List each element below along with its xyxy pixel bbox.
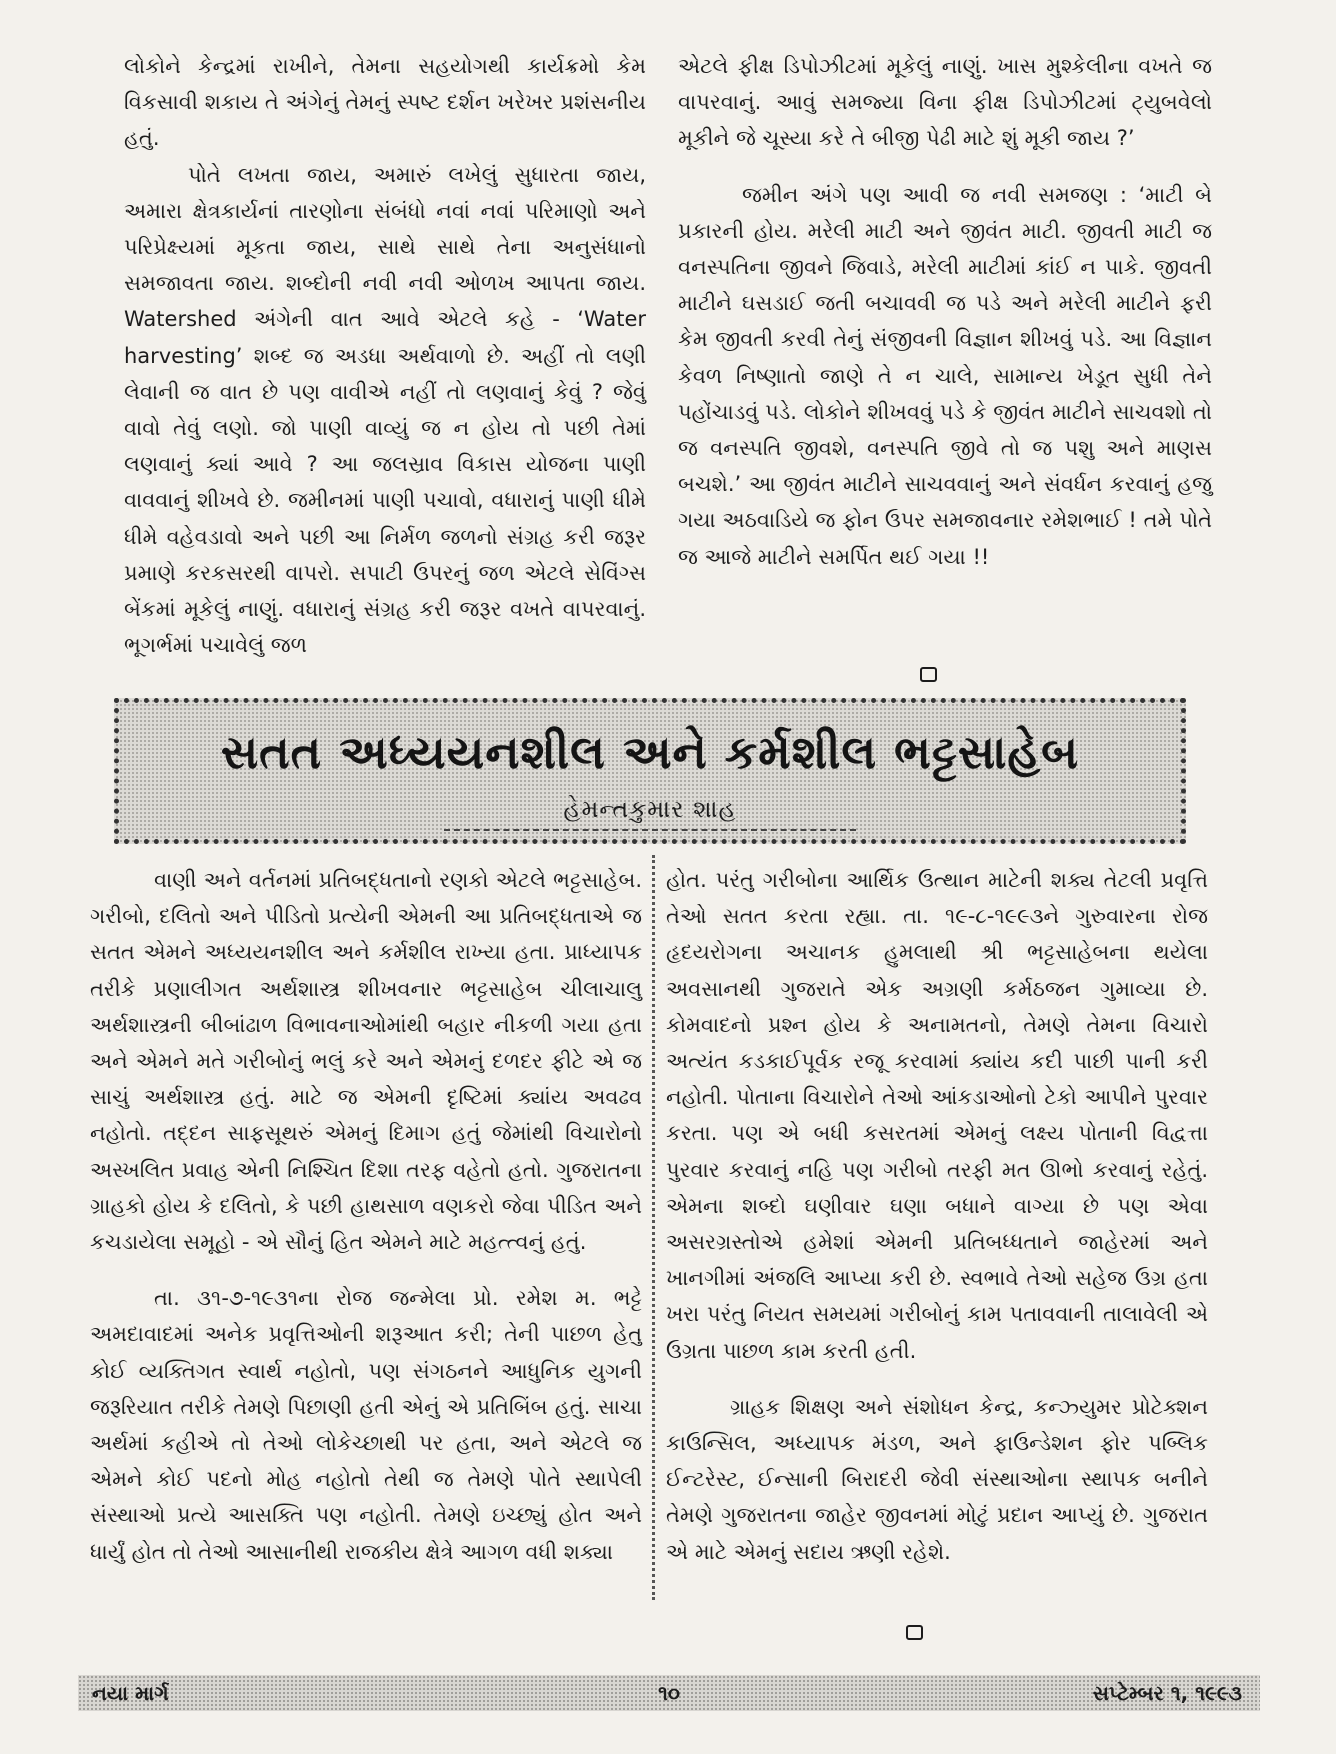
magazine-name: નયા માર્ગ <box>92 1681 169 1705</box>
article-banner <box>114 698 1186 844</box>
article-author: હેમન્તકુમાર શાહ <box>563 795 737 823</box>
paragraph: પોતે લખતા જાય, અમારું લખેલું સુધારતા જાય, અમારા ક્ષેત્રકાર્યનાં તારણોના સંબંધો નવાં નવાં પરિમાણો અને પરિપ્રેક્ષ્યમાં મૂકતા જાય, સાથે સાથે તેના અનુસંધાનો સમજાવતા જાય. શબ્દોની નવી નવી ઓળખ આપતા જાય. Watershed અંગેની વાત આવે એટલે કહે - ‘Water harvesting’ શબ્દ જ અડધા અર્થવાળો છે. અહીં તો લણી લેવાની જ વાત છે પણ વાવીએ નહીં તો લણવાનું કેવું ? જેવું વાવો તેવું લણો. જો પાણી વાવ્યું જ ન હોય તો પછી તેમાં લણવાનું ક્યાં આવે ? આ જલસ્રાવ વિકાસ યોજના પાણી વાવવાનું શીખવે છે. જમીનમાં પાણી પચાવો, વધારાનું પાણી ધીમે ધીમે વહેવડાવો અને પછી આ નિર્મળ જળનો સંગ્રહ કરી જરૂર પ્રમાણે કરકસરથી વાપરો. સપાટી ઉપરનું જળ એટલે સેવિંગ્સ બેંકમાં મૂકેલું નાણું. વધારાનું સંગ્રહ કરી જરૂર વખતે વાપરવાનું. ભૂગર્ભમાં પચાવેલું જળ <box>124 162 646 658</box>
page-footer <box>78 1675 1260 1711</box>
paragraph: વાણી અને વર્તનમાં પ્રતિબદ્ધતાનો રણકો એટલે ભટ્ટસાહેબ. ગરીબો, દલિતો અને પીડિતો પ્રત્યેની એમની આ પ્રતિબદ્ધતાએ જ સતત એમને અધ્યયનશીલ અને કર્મશીલ રાખ્યા હતા. પ્રાધ્યાપક તરીકે પ્રણાલીગત અર્થશાસ્ત્ર શીખવનાર ભટ્ટસાહેબ ચીલાચાલુ અર્થશાસ્ત્રની બીબાંઢાળ વિભાવનાઓમાંથી બહાર નીકળી ગયા હતા અને એમને મતે ગરીબોનું ભલું કરે અને એમનું દળદર ફીટે એ જ સાચું અર્થશાસ્ત્ર હતું. માટે જ એમની દૃષ્ટિમાં ક્યાંય અવઢવ નહોતો. તદ્દન સાફસૂથરું એમનું દિમાગ હતું જેમાંથી વિચારોનો અસ્ખલિત પ્રવાહ એની નિશ્ચિત દિશા તરફ વહેતો હતો. ગુજરાતના ગ્રાહકો હોય કે દલિતો, કે પછી હાથસાળ વણકરો જેવા પીડિત અને કચડાયેલા સમૂહો - એ સૌનું હિત એમને માટે મહત્ત્વનું હતું. <box>90 868 642 1255</box>
top-right-column <box>678 48 1212 575</box>
paragraph: જમીન અંગે પણ આવી જ નવી સમજણ : ‘માટી બે પ્રકારની હોય. મરેલી માટી અને જીવંત માટી. જીવતી માટી જ વનસ્પતિના જીવને જિવાડે, મરેલી માટીમાં કાંઈ ન પાકે. જીવતી માટીને ઘસડાઈ જતી બચાવવી જ પડે અને મરેલી માટીને ફરી કેમ જીવતી કરવી તેનું સંજીવની વિજ્ઞાન શીખવું પડે. આ વિજ્ઞાન કેવળ નિષ્ણાતો જાણે તે ન ચાલે, સામાન્ય ખેડૂત સુધી તેને પહોંચાડવું પડે. લોકોને શીખવવું પડે કે જીવંત માટીને સાચવશો તો જ વનસ્પતિ જીવશે, વનસ્પતિ જીવે તો જ પશુ અને માણસ બચશે.’ આ જીવંત માટીને સાચવવાનું અને સંવર્ધન કરવાનું હજુ ગયા અઠવાડિયે જ ફોન ઉપર સમજાવનાર રમેશભાઈ ! તમે પોતે જ આજે માટીને સમર્પિત થઈ ગયા !! <box>678 182 1212 569</box>
paragraph: તા. ૩૧-૭-૧૯૩૧ના રોજ જન્મેલા પ્રો. રમેશ મ. ભટ્ટે અમદાવાદમાં અનેક પ્રવૃત્તિઓની શરૂઆત કરી; તેની પાછળ હેતુ કોઈ વ્યક્તિગત સ્વાર્થ નહોતો, પણ સંગઠનને આધુનિક યુગની જરૂરિયાત તરીકે તેમણે પિછાણી હતી એનું એ પ્રતિબિંબ હતું. સાચા અર્થમાં કહીએ તો તેઓ લોકેચ્છાથી પર હતા, અને એટલે જ એમને કોઈ પદનો મોહ નહોતો તેથી જ તેમણે પોતે સ્થાપેલી સંસ્થાઓ પ્રત્યે આસક્તિ પણ નહોતી. તેમણે ઇચ્છ્યું હોત અને ધાર્યું હોત તો તેઓ આસાનીથી રાજકીય ક્ષેત્રે આગળ વધી શક્યા <box>90 1286 642 1564</box>
paragraph: ગ્રાહક શિક્ષણ અને સંશોધન કેન્દ્ર, કન્ઝ્યુમર પ્રોટેક્શન કાઉન્સિલ, અધ્યાપક મંડળ, અને ફાઉન્ડેશન ફોર પબ્લિક ઈન્ટરેસ્ટ, ઈન્સાની બિરાદરી જેવી સંસ્થાઓના સ્થાપક બનીને તેમણે ગુજરાતના જાહેર જીવનમાં મોટું પ્રદાન આપ્યું છે. ગુજરાત એ માટે એમનું સદાય ઋણી રહેશે. <box>666 1394 1208 1564</box>
paragraph: હોત. પરંતુ ગરીબોના આર્થિક ઉત્થાન માટેની શક્ય તેટલી પ્રવૃત્તિ તેઓ સતત કરતા રહ્યા. તા. ૧૯-૮-૧૯૯૩ને ગુરુવારના રોજ હૃદયરોગના અચાનક હુમલાથી શ્રી ભટ્ટસાહેબના થયેલા અવસાનથી ગુજરાતે એક અગ્રણી કર્મઠજન ગુમાવ્યા છે. કોમવાદનો પ્રશ્ન હોય કે અનામતનો, તેમણે તેમના વિચારો અત્યંત કડકાઈપૂર્વક રજૂ કરવામાં ક્યાંય કદી પાછી પાની કરી નહોતી. પોતાના વિચારોને તેઓ આંકડાઓનો ટેકો આપીને પુરવાર કરતા. પણ એ બધી કસરતમાં એમનું લક્ષ્ય પોતાની વિદ્વત્તા પુરવાર કરવાનું નહિ પણ ગરીબો તરફી મત ઊભો કરવાનું રહેતું. એમના શબ્દો ઘણીવાર ઘણા બધાને વાગ્યા છે પણ એવા અસરગ્રસ્તોએ હમેશાં એમની પ્રતિબધ્ધતાને જાહેરમાં અને ખાનગીમાં અંજલિ આપ્યા કરી છે. સ્વભાવે તેઓ સહેજ ઉગ્ર હતા ખરા પરંતુ નિયત સમયમાં ગરીબોનું કામ પતાવવાની તાલાવેલી એ ઉગ્રતા પાછળ કામ કરતી હતી. <box>666 868 1208 1363</box>
bottom-left-column <box>90 862 642 1570</box>
end-of-article-square <box>920 667 937 682</box>
column-divider <box>652 855 655 1600</box>
issue-date: સપ્ટેમ્બર ૧, ૧૯૯૩ <box>1092 1681 1242 1705</box>
paragraph: લોકોને કેન્દ્રમાં રાખીને, તેમના સહયોગથી કાર્યક્રમો કેમ વિકસાવી શકાય તે અંગેનું તેમનું સ્પષ્ટ દર્શન ખરેખર પ્રશંસનીય હતું. <box>124 54 646 151</box>
author-underline <box>444 829 856 831</box>
article-title: સતત અધ્યયનશીલ અને કર્મશીલ ભટ્ટસાહેબ <box>220 725 1080 779</box>
top-left-column <box>124 48 646 663</box>
page-number: ૧૦ <box>658 1681 680 1705</box>
bottom-right-column <box>666 862 1208 1570</box>
end-of-article-square <box>906 1625 923 1640</box>
paragraph: એટલે ફીક્ષ ડિપોઝીટમાં મૂકેલું નાણું. ખાસ મુશ્કેલીના વખતે જ વાપરવાનું. આવું સમજ્યા વિના ફીક્ષ ડિપોઝીટમાં ટ્યુબવેલો મૂકીને જે ચૂસ્યા કરે તે બીજી પેઢી માટે શું મૂકી જાય ?’ <box>678 54 1212 151</box>
